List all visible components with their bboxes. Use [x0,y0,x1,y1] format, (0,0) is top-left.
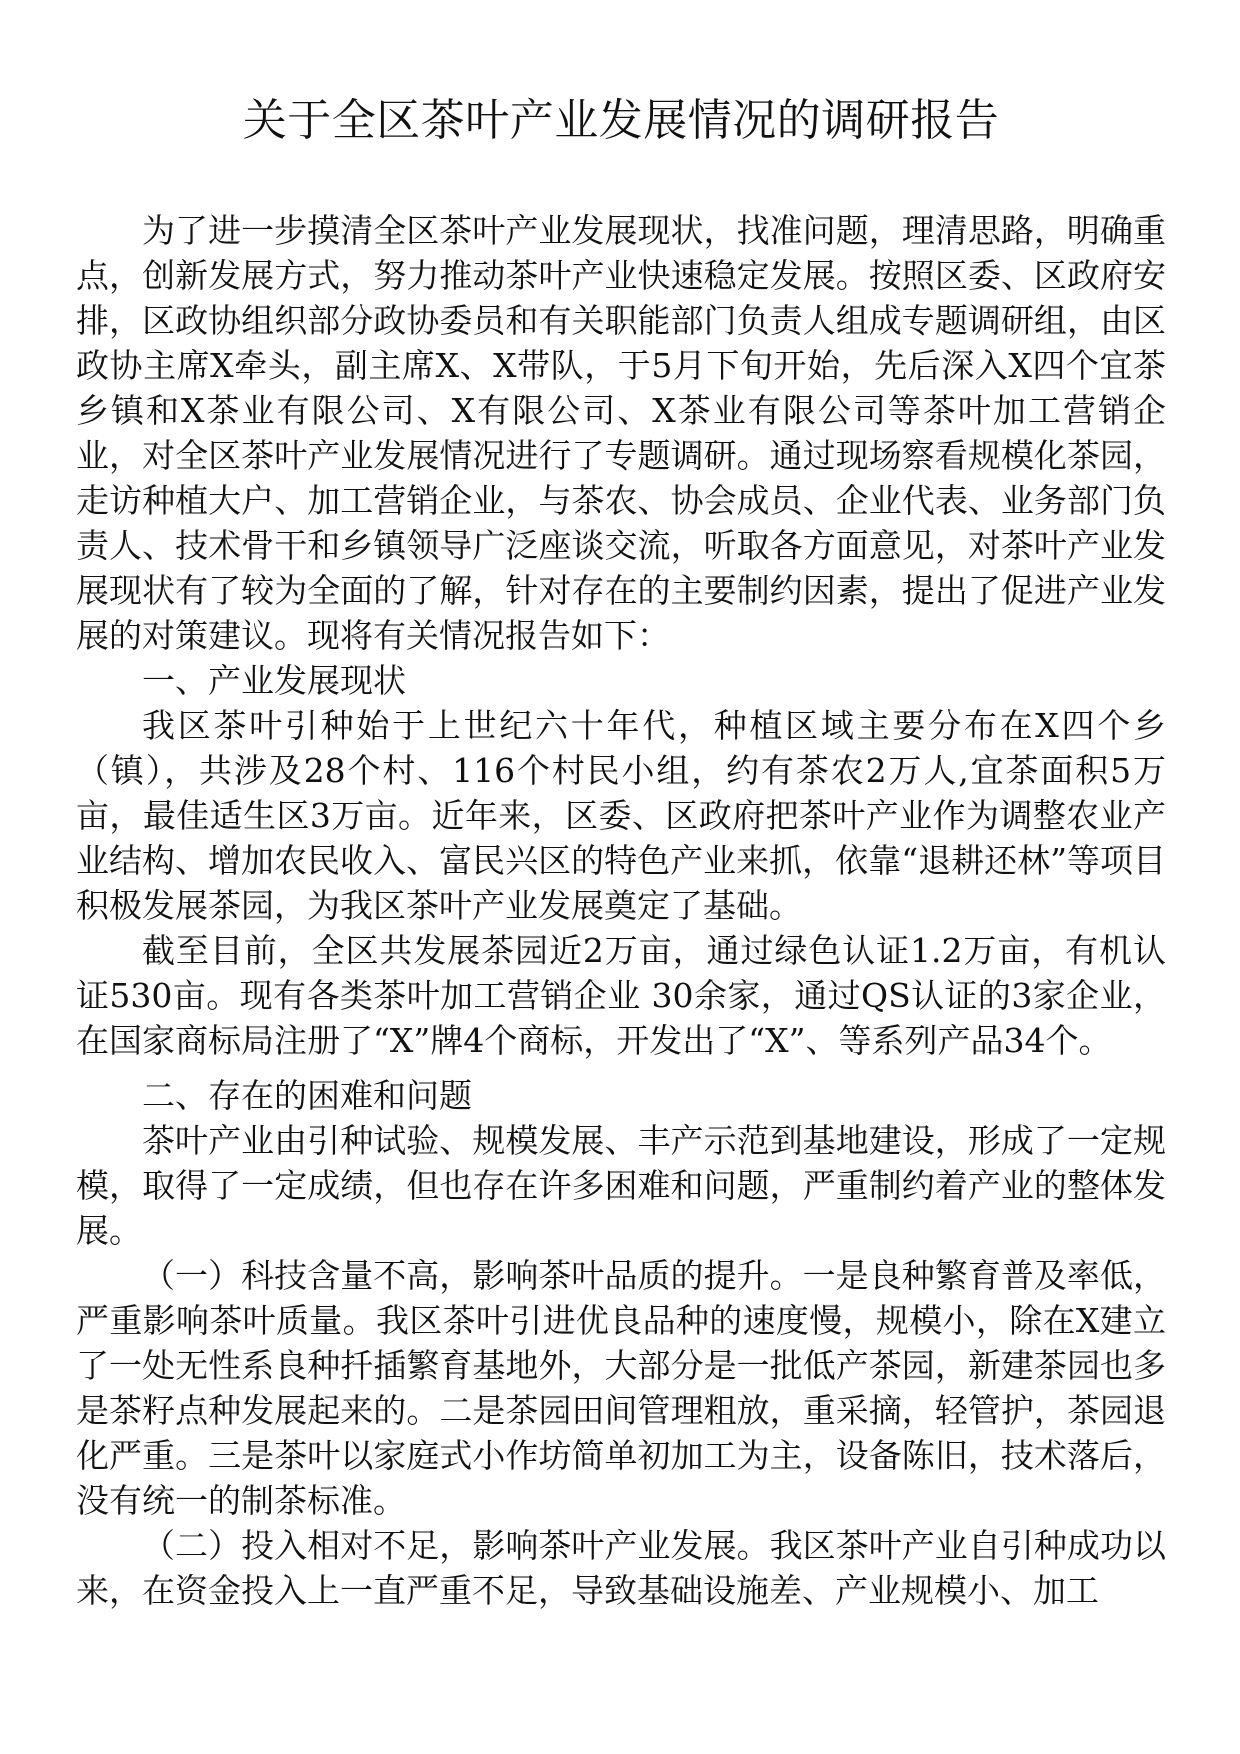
problems-paragraph-1: 茶叶产业由引种试验、规模发展、丰产示范到基地建设，形成了一定规模，取得了一定成绩，但也存在许多困难和问题，严重制约着产业的整体发展。 [76,1121,1166,1250]
current-status-paragraph-1: 我区茶叶引种始于上世纪六十年代，种植区域主要分布在X四个乡（镇），共涉及28个村、116个村民小组，约有茶农2万人,宜茶面积5万亩，最佳适生区3万亩。近年来，区委、区政府把茶叶产业作为调整农业产业结构、增加农民收入、富民兴区的特色产业来抓，依靠“退耕还林”等项目积极发展茶园，为我区茶叶产业发展奠定了基础。 [76,706,1166,925]
problems-subsection-2: （二）投入相对不足，影响茶叶产业发展。我区茶叶产业自引种成功以来，在资金投入上一直严重不足，导致基础设施差、产业规模小、加工 [76,1526,1166,1610]
intro-paragraph: 为了进一步摸清全区茶叶产业发展现状，找准问题，理清思路，明确重点，创新发展方式，努力推动茶叶产业快速稳定发展。按照区委、区政府安排，区政协组织部分政协委员和有关职能部门负责人组成专题调研组，由区政协主席X牵头，副主席X、X带队，于5月下旬开始，先后深入X四个宜茶乡镇和X茶业有限公司、X有限公司、X茶业有限公司等茶叶加工营销企业，对全区茶叶产业发展情况进行了专题调研。通过现场察看规模化茶园，走访种植大户、加工营销企业，与茶农、协会成员、企业代表、业务部门负责人、技术骨干和乡镇领导广泛座谈交流，听取各方面意见，对茶叶产业发展现状有了较为全面的了解，针对存在的主要制约因素，提出了促进产业发展的对策建议。现将有关情况报告如下： [76,211,1166,655]
document-body [76,208,1166,1613]
problems-subsection-1: （一）科技含量不高，影响茶叶品质的提升。一是良种繁育普及率低，严重影响茶叶质量。我区茶叶引进优良品种的速度慢，规模小，除在X建立了一处无性系良种扦插繁育基地外，大部分是一批低产茶园，新建茶园也多是茶籽点种发展起来的。二是茶园田间管理粗放，重采摘，轻管护，茶园退化严重。三是茶叶以家庭式小作坊简单初加工为主，设备陈旧，技术落后，没有统一的制茶标准。 [76,1256,1166,1520]
document-title: 关于全区茶叶产业发展情况的调研报告 [242,95,1000,146]
section-heading-problems: 二、存在的困难和问题 [142,1076,472,1115]
section-heading-current-status: 一、产业发展现状 [142,661,406,700]
current-status-paragraph-2: 截至目前，全区共发展茶园近2万亩，通过绿色认证1.2万亩，有机认证530亩。现有各类茶叶加工营销企业 30余家，通过QS认证的3家企业，在国家商标局注册了“X”牌4个商标，开发出了“X”、等系列产品34个。 [76,931,1166,1060]
